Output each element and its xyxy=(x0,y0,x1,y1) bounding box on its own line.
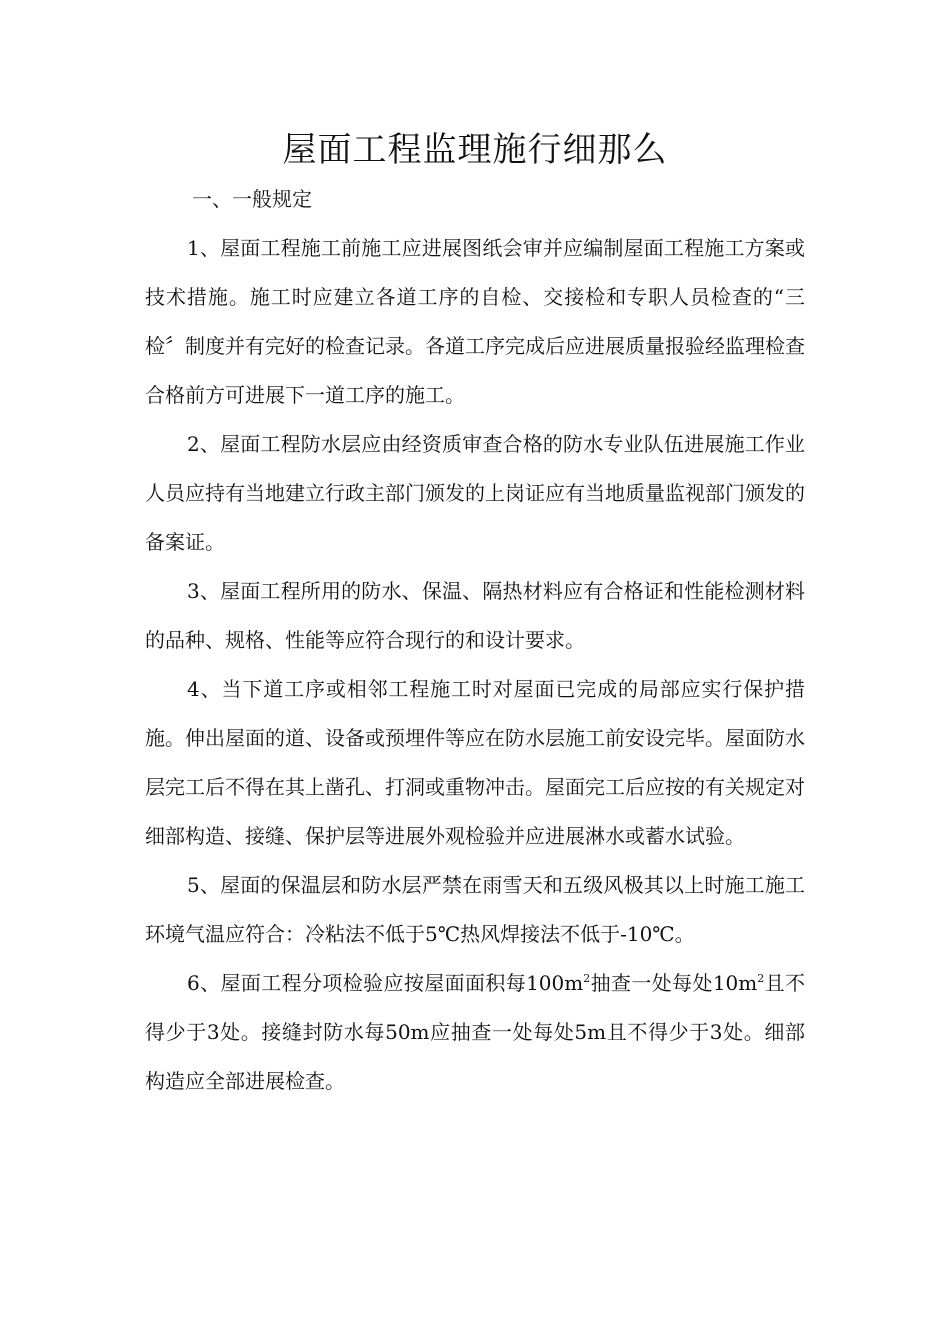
superscript-2: 2 xyxy=(583,972,591,985)
superscript-2: 2 xyxy=(757,972,765,985)
paragraph-2: 2、屋面工程防水层应由经资质审查合格的防水专业队伍进展施工作业人员应持有当地建立行政主部门颁发的上岗证应有当地质量监视部门颁发的备案证。 xyxy=(145,432,805,554)
paragraph-5: 5、屋面的保温层和防水层严禁在雨雪天和五级风极其以上时施工施工环境气温应符合：冷粘法不低于5℃热风焊接法不低于-10℃。 xyxy=(145,873,805,946)
paragraph-6-part-b: 抽查一处每处10m xyxy=(590,971,758,995)
paragraph-3: 3、屋面工程所用的防水、保温、隔热材料应有合格证和性能检测材料的品种、规格、性能等应符合现行的和设计要求。 xyxy=(145,579,805,652)
paragraph-6 xyxy=(145,959,805,1106)
document-body xyxy=(145,224,805,1106)
paragraph-1: 1、屋面工程施工前施工应进展图纸会审并应编制屋面工程施工方案或技术措施。施工时应建立各道工序的自检、交接检和专职人员检查的“三检〞制度并有完好的检查记录。各道工序完成后应进展质量报验经监理检查合格前方可进展下一道工序的施工。 xyxy=(145,236,805,407)
section-heading: 一、一般规定 xyxy=(192,187,312,211)
paragraph-4: 4、当下道工序或相邻工程施工时对屋面已完成的局部应实行保护措施。伸出屋面的道、设备或预埋件等应在防水层施工前安设完毕。屋面防水层完工后不得在其上凿孔、打洞或重物冲击。屋面完工后应按的有关规定对细部构造、接缝、保护层等进展外观检验并应进展淋水或蓄水试验。 xyxy=(145,677,805,848)
paragraph-6-part-a: 6、屋面工程分项检验应按屋面面积每100m xyxy=(187,971,584,995)
document-title: 屋面工程监理施行细那么 xyxy=(282,130,668,170)
paragraph-6-part-c: 且不得少于3处。接缝封防水每50m应抽查一处每处5m且不得少于3处。细部构造应全部进展检查。 xyxy=(145,971,805,1093)
